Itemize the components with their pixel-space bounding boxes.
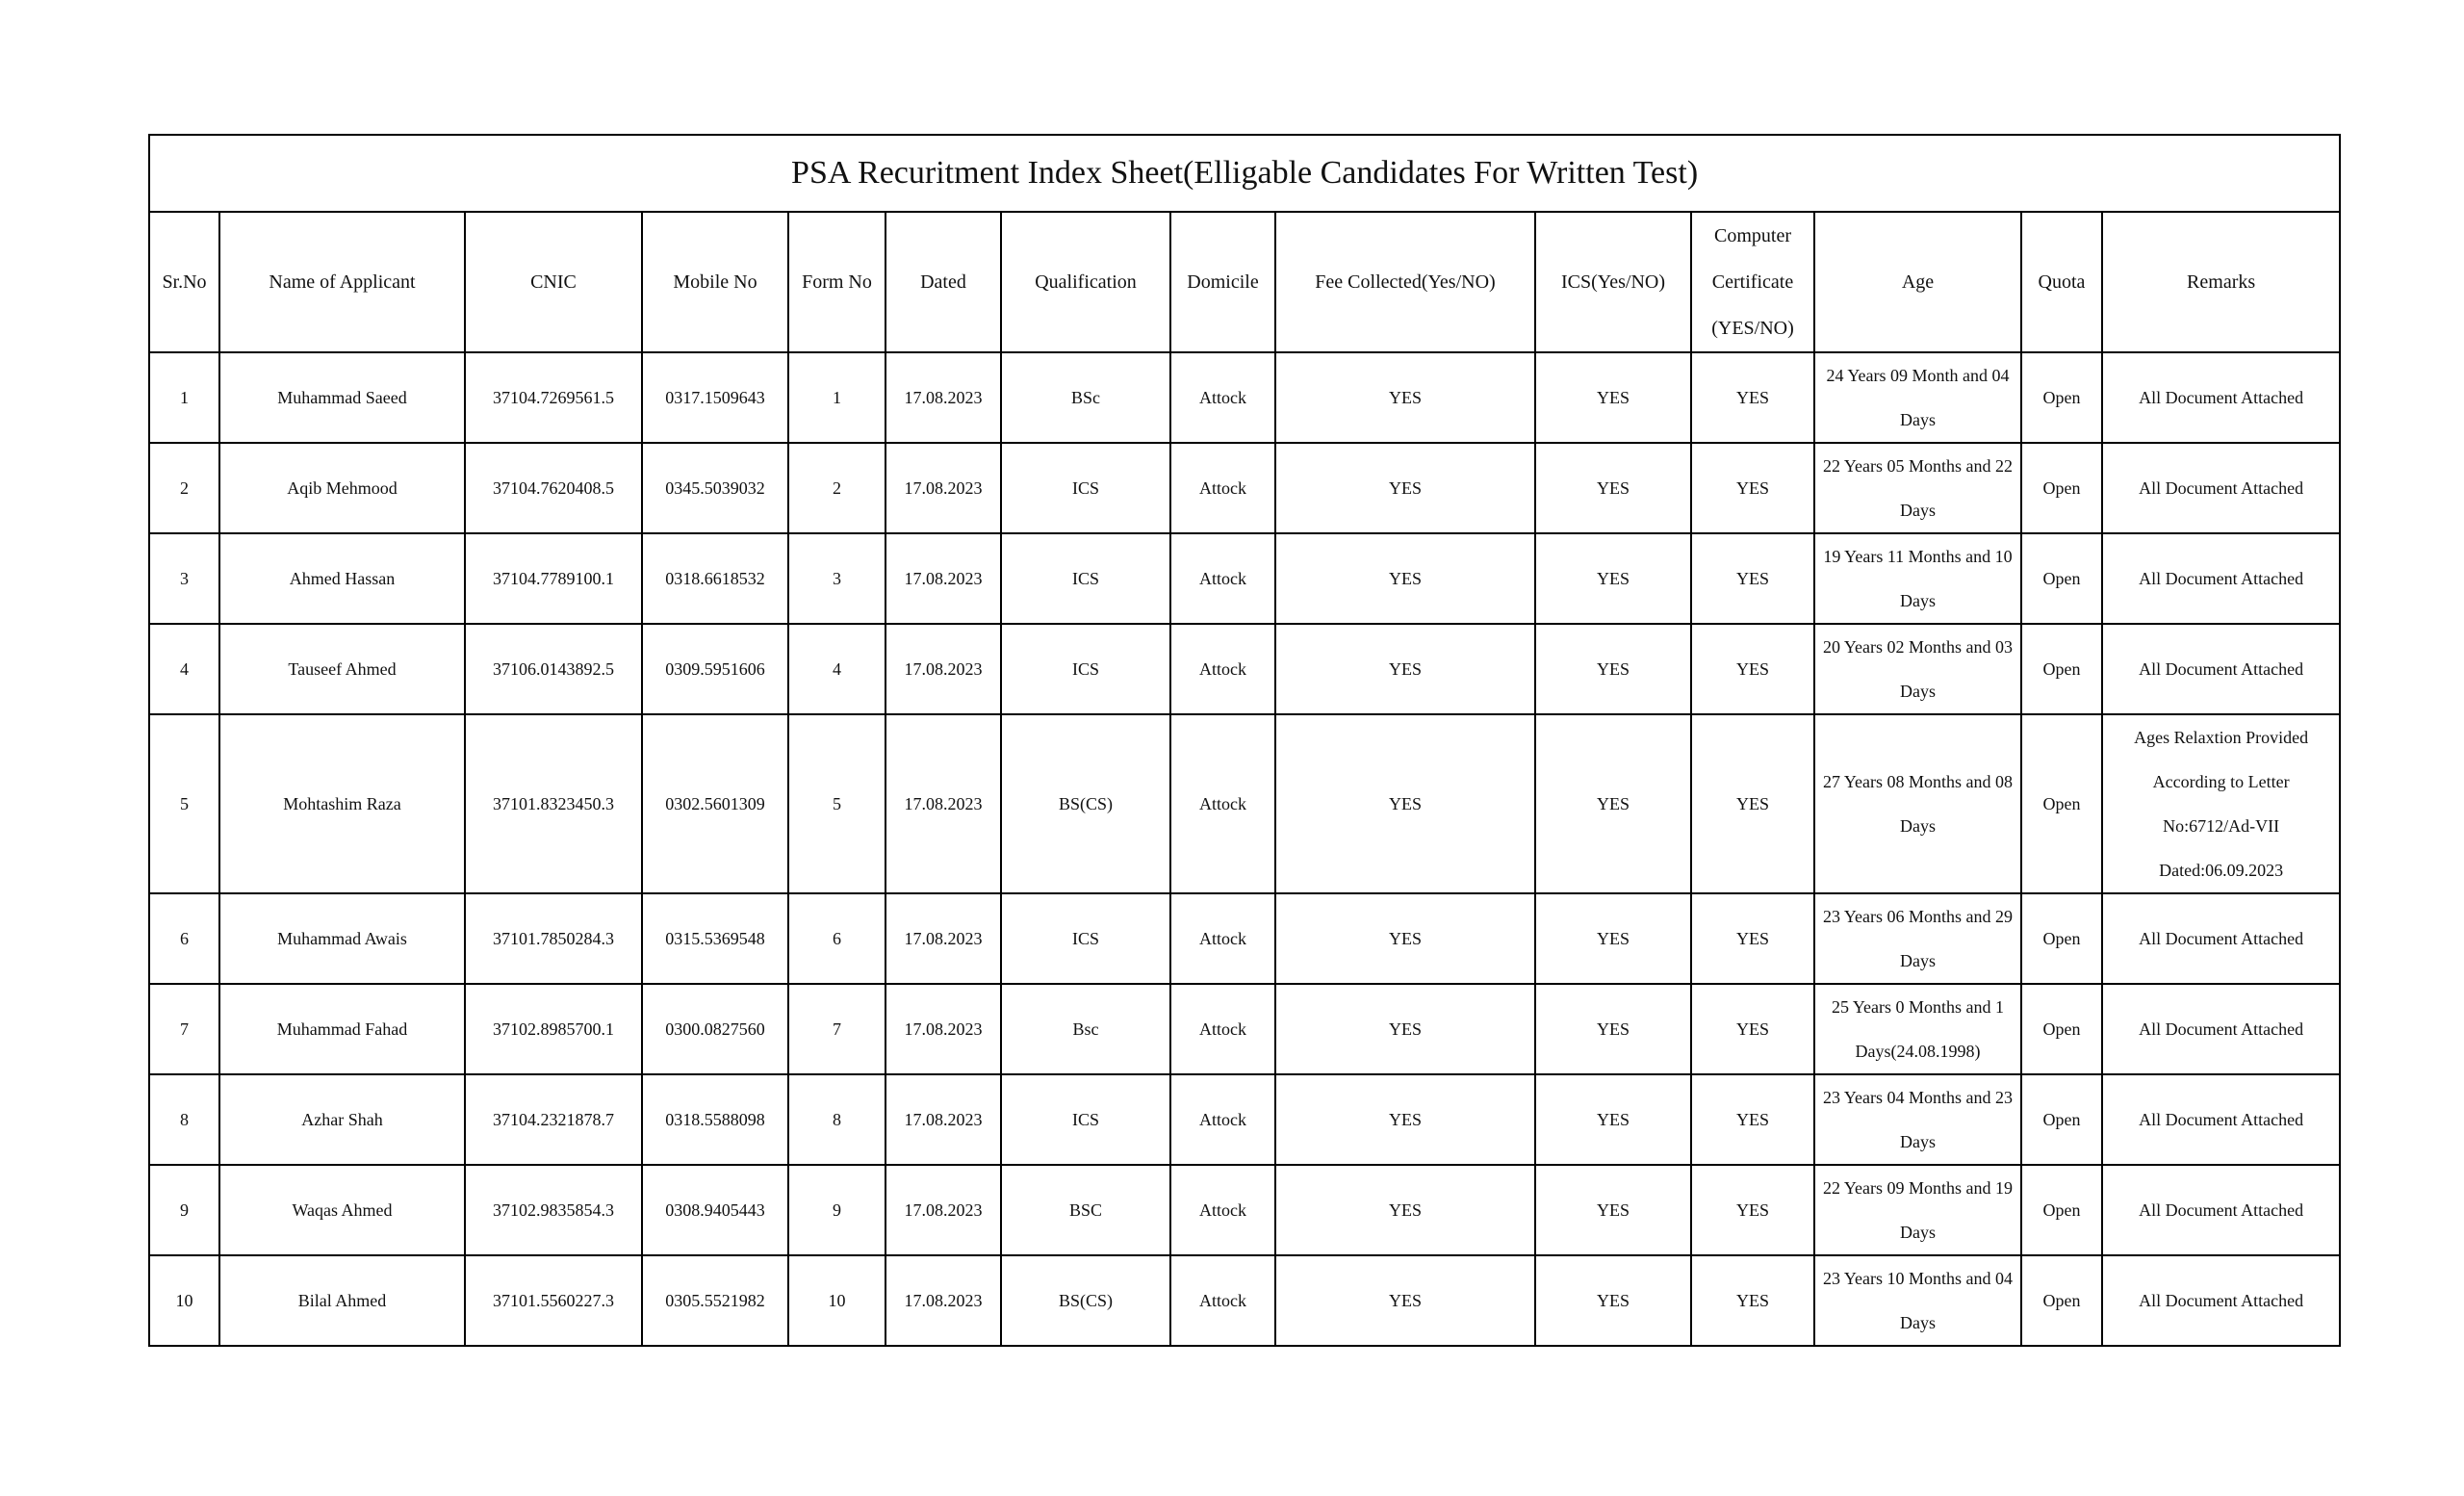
cell-computer-cert: YES [1691,714,1814,893]
cell-cnic: 37102.9835854.3 [465,1165,642,1255]
cell-domicile: Attock [1170,624,1275,714]
cell-qualification: ICS [1001,1074,1170,1165]
cell-name: Mohtashim Raza [219,714,465,893]
cell-mobile: 0318.5588098 [642,1074,788,1165]
cell-name: Muhammad Fahad [219,984,465,1074]
cell-qualification: ICS [1001,443,1170,533]
cell-ics: YES [1535,1255,1691,1346]
cell-computer-cert: YES [1691,352,1814,443]
cell-mobile: 0345.5039032 [642,443,788,533]
cell-mobile: 0305.5521982 [642,1255,788,1346]
cell-ics: YES [1535,624,1691,714]
cell-sr-no: 6 [149,893,219,984]
cell-cnic: 37101.5560227.3 [465,1255,642,1346]
cell-form-no: 4 [788,624,886,714]
cell-fee: YES [1275,1165,1535,1255]
cell-sr-no: 7 [149,984,219,1074]
cell-dated: 17.08.2023 [886,533,1001,624]
cell-dated: 17.08.2023 [886,1165,1001,1255]
cell-mobile: 0315.5369548 [642,893,788,984]
cell-quota: Open [2021,443,2102,533]
cell-name: Ahmed Hassan [219,533,465,624]
cell-remarks: All Document Attached [2102,624,2340,714]
cell-computer-cert: YES [1691,443,1814,533]
cell-remarks: All Document Attached [2102,1074,2340,1165]
cell-remarks: Ages Relaxtion Provided According to Letter No:6712/Ad-VII Dated:06.09.2023 [2102,714,2340,893]
header-mobile: Mobile No [642,212,788,352]
cell-cnic: 37104.7620408.5 [465,443,642,533]
cell-quota: Open [2021,1255,2102,1346]
header-age: Age [1814,212,2021,352]
cell-remarks: All Document Attached [2102,443,2340,533]
cell-sr-no: 5 [149,714,219,893]
table-row [149,714,2340,893]
cell-domicile: Attock [1170,1074,1275,1165]
cell-quota: Open [2021,352,2102,443]
cell-qualification: BS(CS) [1001,714,1170,893]
cell-dated: 17.08.2023 [886,984,1001,1074]
cell-computer-cert: YES [1691,1074,1814,1165]
header-computer-cert: Computer Certificate (YES/NO) [1691,212,1814,352]
sheet-title: PSA Recuritment Index Sheet(Elligable Candidates For Written Test) [149,135,2340,212]
cell-mobile: 0302.5601309 [642,714,788,893]
cell-remarks: All Document Attached [2102,1255,2340,1346]
table-row [149,1255,2340,1346]
header-remarks: Remarks [2102,212,2340,352]
cell-mobile: 0318.6618532 [642,533,788,624]
table-row [149,1074,2340,1165]
cell-remarks: All Document Attached [2102,984,2340,1074]
cell-dated: 17.08.2023 [886,893,1001,984]
cell-mobile: 0309.5951606 [642,624,788,714]
cell-domicile: Attock [1170,352,1275,443]
cell-mobile: 0300.0827560 [642,984,788,1074]
cell-sr-no: 4 [149,624,219,714]
candidates-table [148,134,2341,1347]
cell-fee: YES [1275,893,1535,984]
cell-name: Aqib Mehmood [219,443,465,533]
cell-form-no: 9 [788,1165,886,1255]
cell-domicile: Attock [1170,1255,1275,1346]
cell-ics: YES [1535,1074,1691,1165]
cell-age: 22 Years 09 Months and 19 Days [1814,1165,2021,1255]
cell-sr-no: 2 [149,443,219,533]
header-sr-no: Sr.No [149,212,219,352]
cell-sr-no: 10 [149,1255,219,1346]
cell-computer-cert: YES [1691,624,1814,714]
header-quota: Quota [2021,212,2102,352]
cell-name: Tauseef Ahmed [219,624,465,714]
cell-mobile: 0308.9405443 [642,1165,788,1255]
cell-fee: YES [1275,984,1535,1074]
cell-form-no: 7 [788,984,886,1074]
header-ics: ICS(Yes/NO) [1535,212,1691,352]
cell-form-no: 10 [788,1255,886,1346]
cell-name: Azhar Shah [219,1074,465,1165]
cell-ics: YES [1535,893,1691,984]
cell-age: 23 Years 10 Months and 04 Days [1814,1255,2021,1346]
table-row [149,352,2340,443]
cell-remarks: All Document Attached [2102,1165,2340,1255]
cell-domicile: Attock [1170,1165,1275,1255]
cell-form-no: 8 [788,1074,886,1165]
cell-age: 22 Years 05 Months and 22 Days [1814,443,2021,533]
cell-cnic: 37101.7850284.3 [465,893,642,984]
cell-fee: YES [1275,714,1535,893]
cell-name: Bilal Ahmed [219,1255,465,1346]
cell-fee: YES [1275,624,1535,714]
cell-dated: 17.08.2023 [886,1074,1001,1165]
cell-sr-no: 1 [149,352,219,443]
cell-qualification: BSc [1001,352,1170,443]
cell-qualification: Bsc [1001,984,1170,1074]
cell-fee: YES [1275,443,1535,533]
cell-remarks: All Document Attached [2102,893,2340,984]
cell-remarks: All Document Attached [2102,533,2340,624]
table-row [149,624,2340,714]
table-row [149,893,2340,984]
cell-sr-no: 8 [149,1074,219,1165]
cell-age: 19 Years 11 Months and 10 Days [1814,533,2021,624]
header-fee: Fee Collected(Yes/NO) [1275,212,1535,352]
table-row [149,443,2340,533]
cell-name: Muhammad Awais [219,893,465,984]
cell-form-no: 2 [788,443,886,533]
cell-cnic: 37106.0143892.5 [465,624,642,714]
cell-form-no: 5 [788,714,886,893]
cell-fee: YES [1275,1255,1535,1346]
header-cnic: CNIC [465,212,642,352]
header-name: Name of Applicant [219,212,465,352]
cell-age: 23 Years 06 Months and 29 Days [1814,893,2021,984]
cell-cnic: 37104.7269561.5 [465,352,642,443]
cell-domicile: Attock [1170,443,1275,533]
cell-qualification: ICS [1001,624,1170,714]
cell-cnic: 37104.2321878.7 [465,1074,642,1165]
cell-remarks: All Document Attached [2102,352,2340,443]
cell-form-no: 6 [788,893,886,984]
cell-dated: 17.08.2023 [886,1255,1001,1346]
cell-quota: Open [2021,533,2102,624]
cell-sr-no: 9 [149,1165,219,1255]
cell-ics: YES [1535,533,1691,624]
table-row [149,984,2340,1074]
cell-ics: YES [1535,352,1691,443]
cell-quota: Open [2021,714,2102,893]
cell-fee: YES [1275,352,1535,443]
header-domicile: Domicile [1170,212,1275,352]
header-form-no: Form No [788,212,886,352]
cell-age: 27 Years 08 Months and 08 Days [1814,714,2021,893]
cell-domicile: Attock [1170,533,1275,624]
cell-fee: YES [1275,533,1535,624]
table-row [149,533,2340,624]
cell-cnic: 37104.7789100.1 [465,533,642,624]
cell-form-no: 1 [788,352,886,443]
cell-qualification: BS(CS) [1001,1255,1170,1346]
cell-age: 23 Years 04 Months and 23 Days [1814,1074,2021,1165]
cell-computer-cert: YES [1691,984,1814,1074]
cell-cnic: 37101.8323450.3 [465,714,642,893]
cell-computer-cert: YES [1691,893,1814,984]
cell-computer-cert: YES [1691,533,1814,624]
cell-domicile: Attock [1170,714,1275,893]
cell-age: 20 Years 02 Months and 03 Days [1814,624,2021,714]
cell-age: 25 Years 0 Months and 1 Days(24.08.1998) [1814,984,2021,1074]
cell-quota: Open [2021,984,2102,1074]
header-dated: Dated [886,212,1001,352]
cell-domicile: Attock [1170,984,1275,1074]
cell-ics: YES [1535,714,1691,893]
cell-qualification: ICS [1001,893,1170,984]
cell-dated: 17.08.2023 [886,714,1001,893]
cell-cnic: 37102.8985700.1 [465,984,642,1074]
header-row [149,212,2340,352]
cell-dated: 17.08.2023 [886,443,1001,533]
cell-ics: YES [1535,1165,1691,1255]
cell-quota: Open [2021,893,2102,984]
cell-name: Muhammad Saeed [219,352,465,443]
cell-name: Waqas Ahmed [219,1165,465,1255]
cell-age: 24 Years 09 Month and 04 Days [1814,352,2021,443]
cell-quota: Open [2021,624,2102,714]
cell-ics: YES [1535,984,1691,1074]
cell-form-no: 3 [788,533,886,624]
table-row [149,1165,2340,1255]
index-sheet [148,134,2339,1347]
cell-quota: Open [2021,1074,2102,1165]
cell-dated: 17.08.2023 [886,352,1001,443]
cell-mobile: 0317.1509643 [642,352,788,443]
cell-fee: YES [1275,1074,1535,1165]
cell-ics: YES [1535,443,1691,533]
header-qualification: Qualification [1001,212,1170,352]
cell-qualification: BSC [1001,1165,1170,1255]
cell-computer-cert: YES [1691,1255,1814,1346]
cell-qualification: ICS [1001,533,1170,624]
cell-quota: Open [2021,1165,2102,1255]
cell-dated: 17.08.2023 [886,624,1001,714]
cell-domicile: Attock [1170,893,1275,984]
cell-computer-cert: YES [1691,1165,1814,1255]
cell-sr-no: 3 [149,533,219,624]
